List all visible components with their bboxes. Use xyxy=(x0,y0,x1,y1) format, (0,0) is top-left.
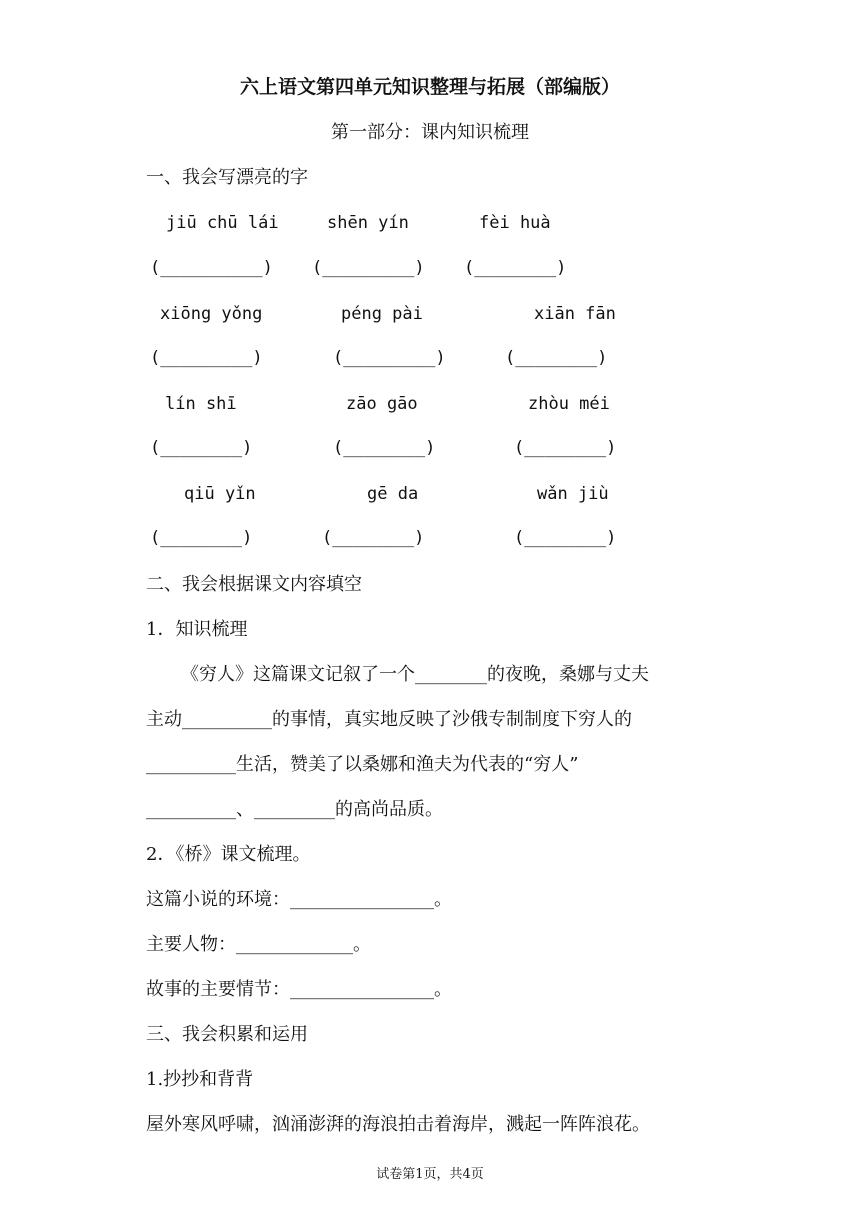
fill-line: 《穷人》这篇课文记叙了一个________的夜晚，桑娜与丈夫 xyxy=(181,664,649,685)
pinyin-item: gē da xyxy=(367,484,419,504)
pinyin-item: péng pài xyxy=(341,304,423,324)
answer-blank[interactable]: (_________) xyxy=(312,258,425,278)
fill-line: 这篇小说的环境：________________。 xyxy=(146,889,452,910)
answer-blank[interactable]: (________) xyxy=(150,528,253,548)
section2-heading: 二、我会根据课文内容填空 xyxy=(146,574,362,595)
fill-line: 故事的主要情节：________________。 xyxy=(146,979,452,1000)
answer-blank[interactable]: (________) xyxy=(322,528,425,548)
item1-heading: 1.抄抄和背背 xyxy=(146,1069,254,1090)
part-subtitle: 第一部分：课内知识梳理 xyxy=(331,122,529,143)
answer-blank[interactable]: (________) xyxy=(333,438,436,458)
page-title: 六上语文第四单元知识整理与拓展（部编版） xyxy=(239,76,620,98)
answer-blank[interactable]: (________) xyxy=(464,258,567,278)
section3-heading: 三、我会积累和运用 xyxy=(146,1024,308,1045)
page-footer: 试卷第1页，共4页 xyxy=(376,1167,484,1182)
answer-blank[interactable]: (________) xyxy=(514,438,617,458)
pinyin-item: shēn yín xyxy=(327,213,409,233)
pinyin-item: fèi huà xyxy=(479,213,551,233)
section1-heading: 一、我会写漂亮的字 xyxy=(146,167,308,188)
answer-blank[interactable]: (________) xyxy=(150,438,253,458)
answer-blank[interactable]: (________) xyxy=(505,348,608,368)
item2-heading: 2．《桥》课文梳理。 xyxy=(146,844,311,865)
pinyin-item: jiū chū lái xyxy=(166,213,279,233)
pinyin-item: wǎn jiù xyxy=(537,484,609,504)
pinyin-item: qiū yǐn xyxy=(184,484,256,504)
item1-heading: 1．知识梳理 xyxy=(146,619,248,640)
answer-blank[interactable]: (_________) xyxy=(333,348,446,368)
answer-blank[interactable]: (_________) xyxy=(150,348,263,368)
pinyin-item: zhòu méi xyxy=(528,394,610,414)
fill-line: __________、_________的高尚品质。 xyxy=(146,799,443,820)
pinyin-item: lín shī xyxy=(165,394,237,414)
fill-line: 主动__________的事情，真实地反映了沙俄专制制度下穷人的 xyxy=(146,709,632,730)
answer-blank[interactable]: (________) xyxy=(514,528,617,548)
fill-line: 主要人物：_____________。 xyxy=(146,934,371,955)
pinyin-item: xiān fān xyxy=(534,304,616,324)
answer-blank[interactable]: (__________) xyxy=(150,258,273,278)
pinyin-item: zāo gāo xyxy=(346,394,418,414)
fill-line: __________生活，赞美了以桑娜和渔夫为代表的“穷人” xyxy=(146,754,579,775)
practice-sentence: 屋外寒风呼啸，汹涌澎湃的海浪拍击着海岸，溅起一阵阵浪花。 xyxy=(146,1114,650,1135)
pinyin-item: xiōng yǒng xyxy=(160,304,263,324)
